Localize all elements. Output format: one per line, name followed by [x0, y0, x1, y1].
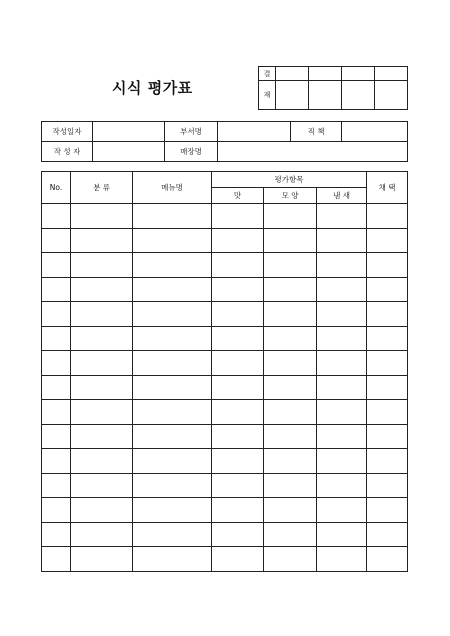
cell-category[interactable]: [71, 449, 133, 474]
cell-taste[interactable]: [212, 522, 264, 547]
approval-signature-box-1[interactable]: [276, 81, 309, 110]
table-row: [42, 204, 408, 229]
cell-category[interactable]: [71, 400, 133, 425]
cell-no[interactable]: [42, 253, 71, 278]
cell-category[interactable]: [71, 424, 133, 449]
cell-category[interactable]: [71, 375, 133, 400]
cell-menu[interactable]: [133, 302, 212, 327]
cell-adoption[interactable]: [367, 449, 408, 474]
approval-signature-box-2[interactable]: [309, 81, 342, 110]
cell-taste[interactable]: [212, 253, 264, 278]
cell-adoption[interactable]: [367, 326, 408, 351]
cell-smell[interactable]: [317, 302, 367, 327]
cell-no[interactable]: [42, 547, 71, 572]
cell-smell[interactable]: [317, 228, 367, 253]
approval-label-bottom: 재: [259, 81, 276, 110]
cell-no[interactable]: [42, 326, 71, 351]
cell-appearance[interactable]: [264, 228, 317, 253]
cell-appearance[interactable]: [264, 473, 317, 498]
cell-adoption[interactable]: [367, 498, 408, 523]
dept-field[interactable]: [218, 122, 291, 142]
col-header-no: No.: [42, 172, 71, 204]
cell-menu[interactable]: [133, 424, 212, 449]
cell-taste[interactable]: [212, 302, 264, 327]
cell-smell[interactable]: [317, 522, 367, 547]
table-row: [42, 351, 408, 376]
table-row: [42, 302, 408, 327]
cell-appearance[interactable]: [264, 253, 317, 278]
col-header-taste: 맛: [212, 188, 264, 204]
cell-smell[interactable]: [317, 253, 367, 278]
col-header-menu: 메뉴명: [133, 172, 212, 204]
cell-no[interactable]: [42, 522, 71, 547]
col-header-adoption: 채 택: [367, 172, 408, 204]
cell-no[interactable]: [42, 449, 71, 474]
cell-adoption[interactable]: [367, 277, 408, 302]
cell-smell[interactable]: [317, 375, 367, 400]
cell-appearance[interactable]: [264, 204, 317, 229]
approval-signature-box-4[interactable]: [375, 81, 408, 110]
cell-appearance[interactable]: [264, 326, 317, 351]
author-field[interactable]: [93, 142, 165, 162]
cell-category[interactable]: [71, 228, 133, 253]
cell-adoption[interactable]: [367, 375, 408, 400]
cell-taste[interactable]: [212, 228, 264, 253]
approval-signature-title-4[interactable]: [375, 67, 408, 81]
cell-category[interactable]: [71, 302, 133, 327]
table-row: [42, 424, 408, 449]
cell-menu[interactable]: [133, 228, 212, 253]
cell-menu[interactable]: [133, 351, 212, 376]
cell-taste[interactable]: [212, 473, 264, 498]
cell-taste[interactable]: [212, 277, 264, 302]
table-row: [42, 498, 408, 523]
cell-smell[interactable]: [317, 424, 367, 449]
cell-no[interactable]: [42, 351, 71, 376]
table-row: [42, 326, 408, 351]
cell-category[interactable]: [71, 351, 133, 376]
cell-adoption[interactable]: [367, 253, 408, 278]
approval-signature-box-3[interactable]: [342, 81, 375, 110]
col-header-evaluation: 평가항목: [212, 172, 367, 188]
author-label: 작 성 자: [42, 142, 93, 162]
cell-appearance[interactable]: [264, 547, 317, 572]
table-row: [42, 375, 408, 400]
cell-smell[interactable]: [317, 351, 367, 376]
cell-taste[interactable]: [212, 547, 264, 572]
cell-taste[interactable]: [212, 498, 264, 523]
cell-smell[interactable]: [317, 277, 367, 302]
table-row: [42, 400, 408, 425]
cell-menu[interactable]: [133, 400, 212, 425]
cell-no[interactable]: [42, 375, 71, 400]
dept-label: 부서명: [165, 122, 218, 142]
cell-taste[interactable]: [212, 375, 264, 400]
cell-adoption[interactable]: [367, 400, 408, 425]
table-row: [42, 522, 408, 547]
position-label: 직 책: [291, 122, 342, 142]
cell-adoption[interactable]: [367, 522, 408, 547]
col-header-category: 분 류: [71, 172, 133, 204]
cell-taste[interactable]: [212, 424, 264, 449]
cell-adoption[interactable]: [367, 228, 408, 253]
date-field[interactable]: [93, 122, 165, 142]
cell-menu[interactable]: [133, 204, 212, 229]
cell-menu[interactable]: [133, 277, 212, 302]
cell-menu[interactable]: [133, 326, 212, 351]
approval-label-top: 결: [259, 67, 276, 81]
table-row: [42, 473, 408, 498]
cell-menu[interactable]: [133, 375, 212, 400]
store-label: 매장명: [165, 142, 218, 162]
cell-adoption[interactable]: [367, 302, 408, 327]
cell-category[interactable]: [71, 326, 133, 351]
cell-taste[interactable]: [212, 204, 264, 229]
approval-signature-title-3[interactable]: [342, 67, 375, 81]
cell-no[interactable]: [42, 498, 71, 523]
cell-menu[interactable]: [133, 449, 212, 474]
cell-no[interactable]: [42, 228, 71, 253]
cell-smell[interactable]: [317, 547, 367, 572]
cell-smell[interactable]: [317, 400, 367, 425]
cell-adoption[interactable]: [367, 204, 408, 229]
cell-appearance[interactable]: [264, 302, 317, 327]
cell-menu[interactable]: [133, 522, 212, 547]
approval-signature-title-2[interactable]: [309, 67, 342, 81]
cell-appearance[interactable]: [264, 400, 317, 425]
store-field[interactable]: [218, 142, 408, 162]
table-row: [42, 228, 408, 253]
cell-appearance[interactable]: [264, 498, 317, 523]
cell-smell[interactable]: [317, 498, 367, 523]
cell-appearance[interactable]: [264, 375, 317, 400]
table-row: [42, 547, 408, 572]
cell-no[interactable]: [42, 277, 71, 302]
cell-taste[interactable]: [212, 400, 264, 425]
cell-no[interactable]: [42, 204, 71, 229]
approval-box: [258, 66, 408, 110]
cell-adoption[interactable]: [367, 547, 408, 572]
cell-category[interactable]: [71, 498, 133, 523]
date-label: 작성일자: [42, 122, 93, 142]
cell-no[interactable]: [42, 473, 71, 498]
col-header-smell: 냄 새: [317, 188, 367, 204]
cell-adoption[interactable]: [367, 473, 408, 498]
cell-category[interactable]: [71, 522, 133, 547]
col-header-appearance: 모 양: [264, 188, 317, 204]
cell-adoption[interactable]: [367, 351, 408, 376]
approval-signature-title-1[interactable]: [276, 67, 309, 81]
cell-category[interactable]: [71, 277, 133, 302]
cell-appearance[interactable]: [264, 277, 317, 302]
document-title: 시식 평가표: [112, 79, 193, 97]
cell-no[interactable]: [42, 424, 71, 449]
cell-appearance[interactable]: [264, 424, 317, 449]
cell-smell[interactable]: [317, 326, 367, 351]
cell-taste[interactable]: [212, 326, 264, 351]
cell-category[interactable]: [71, 547, 133, 572]
cell-appearance[interactable]: [264, 522, 317, 547]
cell-menu[interactable]: [133, 253, 212, 278]
position-field[interactable]: [342, 122, 408, 142]
cell-smell[interactable]: [317, 473, 367, 498]
cell-menu[interactable]: [133, 547, 212, 572]
cell-no[interactable]: [42, 302, 71, 327]
evaluation-table: [41, 171, 408, 572]
cell-appearance[interactable]: [264, 449, 317, 474]
cell-smell[interactable]: [317, 449, 367, 474]
cell-smell[interactable]: [317, 204, 367, 229]
cell-menu[interactable]: [133, 473, 212, 498]
cell-category[interactable]: [71, 473, 133, 498]
table-row: [42, 449, 408, 474]
cell-taste[interactable]: [212, 449, 264, 474]
cell-menu[interactable]: [133, 498, 212, 523]
info-table: [41, 121, 408, 162]
cell-category[interactable]: [71, 204, 133, 229]
cell-no[interactable]: [42, 400, 71, 425]
cell-adoption[interactable]: [367, 424, 408, 449]
table-row: [42, 277, 408, 302]
cell-appearance[interactable]: [264, 351, 317, 376]
cell-category[interactable]: [71, 253, 133, 278]
cell-taste[interactable]: [212, 351, 264, 376]
table-row: [42, 253, 408, 278]
